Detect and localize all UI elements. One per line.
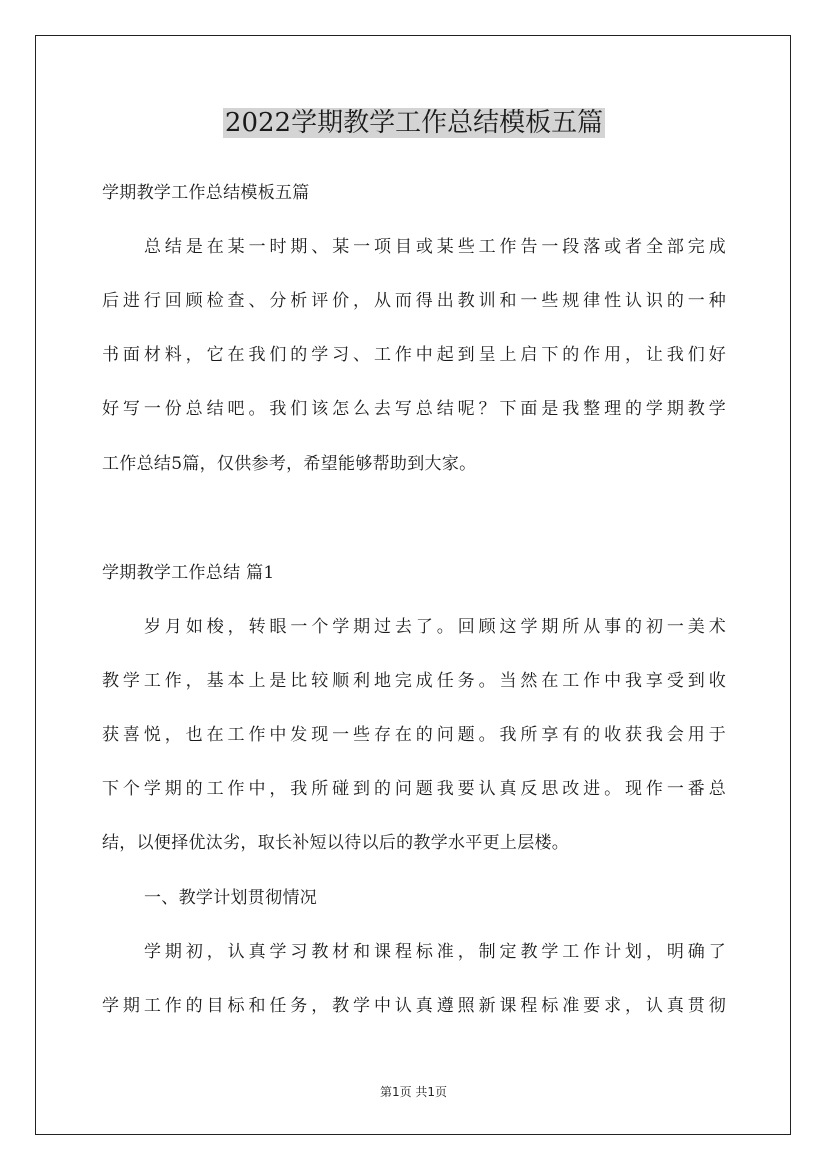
intro-paragraph-line: 工作总结5篇，仅供参考，希望能够帮助到大家。 — [102, 454, 477, 474]
intro-paragraph-line: 好写一份总结吧。我们该怎么去写总结呢？下面是我整理的学期教学 — [102, 399, 726, 419]
intro-paragraph-line: 书面材料，它在我们的学习、工作中起到呈上启下的作用，让我们好 — [102, 345, 726, 365]
body-paragraph-line: 获喜悦，也在工作中发现一些存在的问题。我所享有的收获我会用于 — [102, 725, 726, 745]
intro-paragraph-line: 后进行回顾检查、分析评价，从而得出教训和一些规律性认识的一种 — [102, 291, 726, 311]
body-paragraph-line: 学期初，认真学习教材和课程标准，制定教学工作计划，明确了 — [144, 942, 726, 962]
intro-paragraph-line: 总结是在某一时期、某一项目或某些工作告一段落或者全部完成 — [144, 237, 726, 257]
body-paragraph-line: 结，以便择优汰劣，取长补短以待以后的教学水平更上层楼。 — [102, 833, 570, 853]
subtitle-line: 学期教学工作总结模板五篇 — [102, 183, 310, 203]
document-title-text: 2022学期教学工作总结模板五篇 — [224, 108, 604, 138]
body-paragraph-line: 岁月如梭，转眼一个学期过去了。回顾这学期所从事的初一美术 — [144, 617, 726, 637]
document-title — [102, 100, 726, 146]
body-paragraph-line: 教学工作，基本上是比较顺利地完成任务。当然在工作中我享受到收 — [102, 671, 726, 691]
page-footer: 第1页 共1页 — [379, 1085, 448, 1099]
body-paragraph-line: 下个学期的工作中，我所碰到的问题我要认真反思改进。现作一番总 — [102, 779, 726, 799]
subsection-heading: 一、教学计划贯彻情况 — [144, 888, 317, 908]
section-heading: 学期教学工作总结 篇1 — [102, 563, 275, 583]
body-paragraph-line: 学期工作的目标和任务，教学中认真遵照新课程标准要求，认真贯彻 — [102, 996, 726, 1016]
